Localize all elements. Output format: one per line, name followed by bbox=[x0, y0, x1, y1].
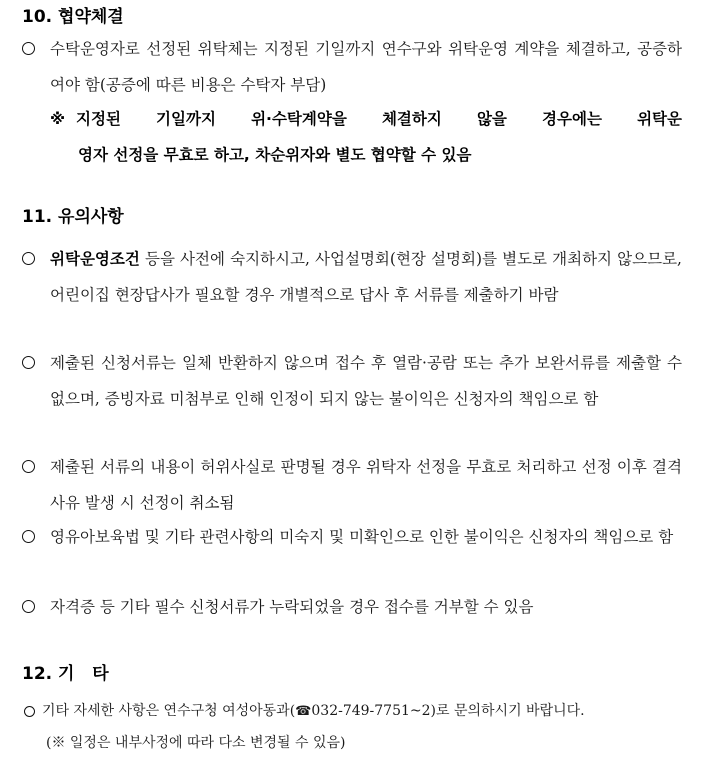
bullet-circle-icon bbox=[22, 252, 35, 265]
bullet-circle-icon bbox=[22, 460, 35, 473]
section-12-bullet-1 bbox=[42, 697, 682, 726]
contact-text-post: )로 문의하시기 바랍니다. bbox=[430, 703, 585, 719]
section-10-note-line-2: 영자 선정을 무효로 하고, 차순위자와 별도 협약할 수 있음 bbox=[78, 146, 472, 164]
section-12-sub-note: (※ 일정은 내부사정에 따라 다소 변경될 수 있음) bbox=[46, 735, 346, 751]
section-10-note-line-1: 지정된 기일까지 위·수탁계약을 체결하지 않을 경우에는 위탁운 bbox=[76, 110, 682, 128]
section-10-note bbox=[50, 101, 682, 173]
bullet-circle-icon bbox=[22, 356, 35, 369]
bullet-circle-icon bbox=[24, 706, 35, 717]
bullet-1-bold-term: 위탁운영조건 bbox=[50, 250, 140, 268]
bullet-circle-icon bbox=[22, 42, 35, 55]
section-12-title: 12. 기 타 bbox=[22, 664, 109, 684]
contact-text-pre: 기타 자세한 사항은 연수구청 여성아동과( bbox=[42, 703, 296, 719]
bullet-circle-icon bbox=[22, 530, 35, 543]
section-11-bullet-3: 제출된 서류의 내용이 허위사실로 판명될 경우 위탁자 선정을 무효로 처리하고 선정 이후 결격사유 발생 시 선정이 취소됨 bbox=[50, 458, 682, 512]
bullet-1-text: 등을 사전에 숙지하시고, 사업설명회(현장 설명회)를 별도로 개최하지 않으므로, 어린이집 현장답사가 필요할 경우 개별적으로 답사 후 서류를 제출하기 바람 bbox=[50, 250, 682, 304]
section-11-bullet-4: 영유아보육법 및 기타 관련사항의 미숙지 및 미확인으로 인한 불이익은 신청자의 책임으로 함 bbox=[50, 528, 674, 546]
section-10-bullet-1: 수탁운영자로 선정된 위탁체는 지정된 기일까지 연수구와 위탁운영 계약을 체결하고, 공증하여야 함(공증에 따른 비용은 수탁자 부담) bbox=[50, 40, 682, 94]
section-12-heading bbox=[22, 663, 109, 685]
phone-number: 032-749-7751~2 bbox=[311, 703, 431, 719]
section-11-bullet-2: 제출된 신청서류는 일체 반환하지 않으며 접수 후 열람·공람 또는 추가 보완서류를 제출할 수 없으며, 증빙자료 미첨부로 인해 인정이 되지 않는 불이익은 신청자의 책임으로 함 bbox=[50, 354, 682, 408]
section-11-bullet-5: 자격증 등 기타 필수 신청서류가 누락되었을 경우 접수를 거부할 수 있음 bbox=[50, 598, 534, 616]
section-11-bullet-1 bbox=[50, 241, 682, 313]
note-mark-icon: ※ bbox=[50, 110, 66, 128]
bullet-circle-icon bbox=[22, 600, 35, 613]
section-10-heading: 10. 협약체결 bbox=[22, 7, 124, 27]
phone-icon: ☎ bbox=[295, 704, 312, 719]
section-11-heading: 11. 유의사항 bbox=[22, 207, 124, 227]
